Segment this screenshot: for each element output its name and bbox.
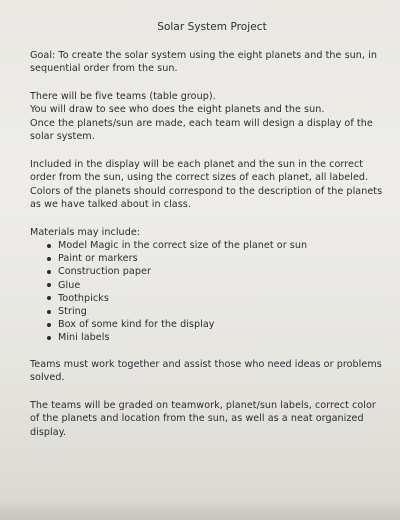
grading-line: The teams will be graded on teamwork, planet/sun labels, correct color bbox=[30, 399, 376, 411]
materials-list-item: Mini labels bbox=[30, 331, 382, 344]
teams-line: You will draw to see who does the eight planets and the sun. bbox=[30, 104, 325, 115]
goal-line: sequential order from the sun. bbox=[30, 63, 178, 74]
grading-line: display. bbox=[30, 426, 67, 438]
grading-paragraph bbox=[30, 399, 382, 440]
materials-list bbox=[30, 239, 382, 345]
goal-paragraph bbox=[30, 49, 382, 76]
materials-list-item: String bbox=[30, 305, 382, 318]
display-line: Colors of the planets should correspond to the description of the planets bbox=[30, 185, 383, 197]
page-title: Solar System Project bbox=[157, 21, 267, 33]
teams-paragraph bbox=[30, 90, 382, 144]
teamwork-line: Teams must work together and assist those who need ideas or problems bbox=[30, 358, 382, 370]
teams-line: There will be five teams (table group). bbox=[30, 90, 216, 102]
materials-list-item: Paint or markers bbox=[30, 252, 382, 265]
goal-line: Goal: To create the solar system using the eight planets and the sun, in bbox=[30, 49, 377, 61]
teams-line: solar system. bbox=[30, 131, 95, 142]
handout-page bbox=[30, 10, 382, 453]
teams-line: Once the planets/sun are made, each team will design a display of the bbox=[30, 117, 373, 129]
materials-list-item: Box of some kind for the display bbox=[30, 318, 382, 331]
teamwork-line: solved. bbox=[30, 372, 65, 384]
display-paragraph bbox=[30, 158, 382, 212]
materials-list-item: Construction paper bbox=[30, 265, 382, 278]
display-line: as we have talked about in class. bbox=[30, 199, 191, 210]
materials-list-item: Model Magic in the correct size of the planet or sun bbox=[30, 239, 382, 252]
materials-list-item: Glue bbox=[30, 279, 382, 292]
display-line: Included in the display will be each planet and the sun in the correct bbox=[30, 158, 364, 170]
grading-line: of the planets and location from the sun, as well as a neat organized bbox=[30, 413, 364, 425]
teamwork-paragraph bbox=[30, 358, 382, 385]
materials-heading: Materials may include: bbox=[30, 226, 141, 238]
materials-list-item: Toothpicks bbox=[30, 292, 382, 305]
paper-shadow bbox=[0, 498, 400, 520]
display-line: order from the sun, using the correct sizes of each planet, all labeled. bbox=[30, 172, 369, 183]
